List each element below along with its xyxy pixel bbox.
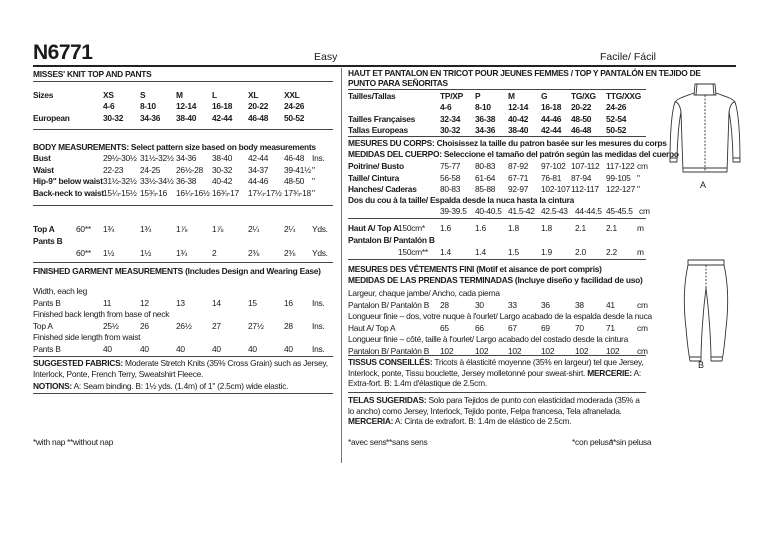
- en-fin-unit: Ins.: [312, 320, 325, 331]
- fr-fin-cell: 102: [575, 345, 589, 356]
- en-fin-unit: Ins.: [312, 297, 325, 308]
- en-size-number: 8-10: [140, 101, 156, 111]
- fr-title-line1: HAUT ET PANTALON EN TRICOT POUR JEUNES FEMMES / TOP Y PANTALÓN EN TEJIDO DE: [348, 68, 701, 78]
- en-body-rule: [33, 205, 333, 206]
- en-body-title: BODY MEASUREMENTS: Select pattern size based on body measurements: [33, 142, 316, 152]
- en-fin-label: Width, each leg: [33, 286, 87, 296]
- en-size-letter: L: [212, 90, 217, 100]
- fr-finished-title2: MEDIDAS DE LAS PRENDAS TERMINADAS (Incluye diseño y facilidad de uso): [348, 275, 643, 285]
- fr-body-cell: 117-122: [606, 161, 635, 171]
- fr-size-number: 20-22: [571, 102, 592, 112]
- en-body-cell: 44-46: [248, 176, 269, 186]
- fr-sizes-rule: [348, 136, 646, 137]
- en-fin-cell: 40: [248, 343, 257, 354]
- fr-fin-cell: 36: [541, 299, 550, 310]
- fr-body-cell: 80-83: [440, 184, 461, 194]
- es-fabrics-text: Solo para Tejidos de punto con elasticidad moderada (35% a lo ancho) como Jersey, Interlock, Tejido ponte, Felpa francesa, Tela afranelada.: [348, 395, 640, 416]
- fr-mercerie-text: A: Extra-fort. B: 1.4m d'élastique de 2.5cm.: [348, 367, 642, 388]
- en-finished-title: FINISHED GARMENT MEASUREMENTS (Includes Design and Wearing Ease): [33, 266, 321, 276]
- fr-body-cell: 67-71: [508, 172, 529, 183]
- fr-body-cell: 92-97: [508, 184, 529, 194]
- en-notions: [33, 381, 333, 392]
- fr-body-title1: MESURES DU CORPS: Choisissez la taille du patron basée sur les mesures du corps: [348, 138, 667, 148]
- en-yard-cell: 1½: [140, 248, 152, 258]
- fr-back-cell: 45-45.5: [606, 206, 633, 216]
- es-footnote-con-pelusa: *con pelusa: [572, 437, 614, 447]
- en-title: MISSES' KNIT TOP AND PANTS: [33, 69, 152, 79]
- fr-finished-title1: MESURES DES VÊTEMENTS FINI (Motif et aisance de port compris): [348, 264, 602, 274]
- fr-yard-label: Pantalon B/ Pantalón B: [348, 235, 435, 245]
- en-fin-cell: 40: [212, 343, 221, 354]
- es-footnote-sin-pelusa: **sin pelusa: [610, 437, 652, 447]
- fr-back-label: Dos du cou à la taille/ Espalda desde la nuca hasta la cintura: [348, 195, 575, 205]
- es-fabrics-label: TELAS SUGERIDAS:: [348, 395, 427, 405]
- fr-fin-label: Haut A/ Top A: [348, 322, 396, 333]
- fr-fin-unit: cm: [637, 299, 648, 310]
- en-fin-cell: 27½: [248, 320, 264, 331]
- en-fin-cell: 26½: [176, 320, 192, 331]
- en-yard-cell: 2: [212, 248, 217, 258]
- fr-size-letter: P: [475, 91, 481, 101]
- fr-body-cell: 102-107: [541, 184, 570, 194]
- level-fr-es: Facile/ Fácil: [600, 51, 657, 63]
- en-fin-unit: Ins.: [312, 343, 325, 354]
- en-yard-unit: Yds.: [312, 224, 328, 234]
- en-body-cell: 31½-32½: [103, 176, 137, 186]
- fr-yard-cell: 2.1: [606, 223, 617, 233]
- en-yard-cell: 1¾: [140, 224, 152, 234]
- en-notions-text: A: Seam binding. B: 1½ yds. (1.4m) of 1" (2.5cm) wide elastic.: [73, 381, 289, 391]
- fr-body-label: Hanches/ Caderas: [348, 184, 417, 194]
- en-european-size: 50-52: [284, 113, 305, 123]
- fr-fabrics-label: TISSUS CONSEILLÉS:: [348, 357, 433, 367]
- fr-yard-cell: 1.8: [541, 223, 552, 233]
- en-size-number: 12-14: [176, 101, 197, 111]
- fr-back-cell: 41.5-42: [508, 206, 535, 216]
- fr-size-number: 24-26: [606, 102, 627, 112]
- fr-fabrics: [348, 357, 644, 389]
- fr-fin-cell: 71: [606, 322, 615, 333]
- fr-size-number: 12-14: [508, 102, 529, 112]
- fr-fin-label: Pantalon B/ Pantalón B: [348, 299, 430, 310]
- en-size-letter: M: [176, 90, 183, 100]
- en-size-letter: S: [140, 90, 146, 100]
- en-fin-cell: 40: [103, 343, 112, 354]
- fr-back-cell: 44-44.5: [575, 206, 602, 216]
- fr-fin-cell: 67: [508, 322, 517, 333]
- en-body-cell: 16¾-17: [212, 187, 239, 198]
- fr-body-cell: 97-102: [541, 161, 566, 171]
- fr-fin-cell: 69: [541, 322, 550, 333]
- illustration-label-b: B: [698, 360, 705, 370]
- fr-fin-cell: 30: [475, 299, 484, 310]
- fr-fin-unit: cm: [637, 345, 648, 356]
- fr-body-cell: 75-77: [440, 161, 461, 171]
- fr-yard-cell: 1.8: [508, 223, 519, 233]
- fr-european-size: 38-40: [508, 125, 529, 135]
- en-european-size: 34-36: [140, 113, 161, 123]
- en-title-rule: [33, 81, 333, 82]
- en-fin-cell: 40: [284, 343, 293, 354]
- fr-footnote-sans-sens: **sans sens: [386, 437, 428, 447]
- fr-yard-width: 150cm*: [398, 223, 425, 233]
- fr-yard-cell: 1.6: [475, 223, 486, 233]
- en-european-label: European: [33, 113, 70, 123]
- en-body-cell: 39-41½: [284, 164, 311, 175]
- en-yard-unit: Yds.: [312, 248, 328, 258]
- fr-back-cell: 42.5-43: [541, 206, 568, 216]
- fr-size-letter: TTG/XXG: [606, 91, 642, 101]
- en-body-unit: ": [312, 187, 315, 198]
- en-yard-width: 60**: [76, 224, 91, 234]
- fr-fin-cell: 102: [606, 345, 620, 356]
- fr-body-unit: cm: [637, 161, 648, 171]
- fr-european-size: 42-44: [541, 125, 562, 135]
- fr-body-unit: ": [637, 172, 640, 183]
- en-size-number: 4-6: [103, 101, 115, 111]
- en-body-cell: 48-50: [284, 176, 305, 186]
- en-body-cell: 16¼-16½: [176, 187, 210, 198]
- en-yard-label: Top A: [33, 224, 55, 234]
- en-body-label: Back-neck to waist: [33, 187, 104, 198]
- pants-b-illustration: [676, 258, 736, 364]
- fr-fin-cell: 28: [440, 299, 449, 310]
- fr-fin-label: Longueur finie – côté, taille à l'ourlet/ Largo acabado del costado desde la cintura: [348, 334, 628, 344]
- fr-body-label: Poitrine/ Busto: [348, 161, 404, 171]
- top-a-illustration: [662, 80, 748, 180]
- en-body-unit: Ins.: [312, 153, 325, 163]
- fr-body-cell: 76-81: [541, 172, 562, 183]
- en-size-letter: XL: [248, 90, 259, 100]
- en-body-cell: 40-42: [212, 176, 233, 186]
- en-fin-label: Top A: [33, 320, 53, 331]
- en-fin-cell: 14: [212, 297, 221, 308]
- fr-yard-cell: 2.0: [575, 247, 586, 257]
- fr-body-cell: 80-83: [475, 161, 496, 171]
- fr-body-cell: 99-105: [606, 172, 631, 183]
- fr-back-cell: 40-40.5: [475, 206, 502, 216]
- en-fin-cell: 40: [176, 343, 185, 354]
- fr-body-cell: 87-92: [508, 161, 529, 171]
- en-sizes-label: Sizes: [33, 90, 54, 100]
- fr-yard-label: Haut A/ Top A: [348, 223, 399, 233]
- fr-french-size: 48-50: [571, 114, 592, 124]
- fr-yard-cell: 1.5: [508, 247, 519, 257]
- fr-body-cell: 61-64: [475, 172, 496, 183]
- fr-fin-cell: 102: [541, 345, 555, 356]
- en-body-cell: 22-23: [103, 164, 124, 175]
- fr-finished-rule: [348, 355, 646, 356]
- en-body-cell: 33½-34½: [140, 176, 174, 186]
- en-yard-cell: 1⅞: [176, 224, 188, 234]
- en-fin-cell: 11: [103, 297, 112, 308]
- fr-fin-cell: 102: [508, 345, 522, 356]
- en-fin-cell: 26: [140, 320, 149, 331]
- en-body-unit: ": [312, 164, 315, 175]
- illustration-label-a: A: [700, 180, 707, 190]
- fr-yard-cell: 1.4: [475, 247, 486, 257]
- es-fabrics: [348, 395, 644, 427]
- fr-yard-cell: 1.6: [440, 223, 451, 233]
- en-yard-rule: [33, 262, 333, 263]
- fr-title-rule: [348, 89, 646, 90]
- fr-size-number: 8-10: [475, 102, 491, 112]
- en-size-letter: XS: [103, 90, 114, 100]
- fr-fin-cell: 102: [440, 345, 454, 356]
- en-yard-width: 60**: [76, 248, 91, 258]
- en-size-letter: XXL: [284, 90, 300, 100]
- header-rule: [33, 65, 736, 67]
- fr-fin-label: Pantalon B/ Pantalón B: [348, 345, 430, 356]
- en-yard-cell: 1⅞: [212, 224, 224, 234]
- fr-title-line2: PUNTO PARA SEÑORITAS: [348, 78, 448, 88]
- fr-mercerie-label: MERCERIE:: [587, 367, 632, 378]
- en-fin-label: Pants B: [33, 297, 61, 308]
- en-fin-cell: 16: [284, 297, 293, 308]
- en-body-cell: 26½-28: [176, 164, 203, 175]
- level-en: Easy: [314, 51, 338, 63]
- en-size-number: 20-22: [248, 101, 269, 111]
- fr-fabrics-text: Tricots à élasticité moyenne (35% en largeur) tel que Jersey, Interlock, ponte, Tissu bouclette, Jersey molletonné pour sweat-shirt.: [348, 357, 644, 378]
- fr-fin-label: Largeur, chaque jambe/ Ancho, cada pierna: [348, 288, 500, 298]
- fr-yard-unit: m: [637, 223, 644, 233]
- fr-french-size: 36-38: [475, 114, 496, 124]
- en-fin-label: Finished side length from waist: [33, 332, 141, 342]
- en-yard-cell: 2¼: [248, 224, 260, 234]
- fr-fin-cell: 65: [440, 322, 449, 333]
- fr-yard-unit: m: [637, 247, 644, 257]
- en-fin-cell: 25½: [103, 320, 119, 331]
- fr-fin-label: Longueur finie – dos, votre nuque à l'ourlet/ Largo acabado de la espalda desde la nuca: [348, 311, 652, 321]
- en-body-cell: 46-48: [284, 153, 305, 163]
- fr-french-size: 52-54: [606, 114, 627, 124]
- fr-european-size: 46-48: [571, 125, 592, 135]
- en-european-size: 42-44: [212, 113, 233, 123]
- en-body-cell: 17¼-17½: [248, 187, 282, 198]
- en-body-cell: 17¾-18: [284, 187, 311, 198]
- en-fin-cell: 27: [212, 320, 221, 331]
- fr-european-size: 34-36: [475, 125, 496, 135]
- en-fabrics-text: Moderate Stretch Knits (35% Cross Grain) such as Jersey, Interlock, Ponte, French Terry, Sweatshirt Fleece.: [33, 358, 328, 379]
- en-body-unit: ": [312, 176, 315, 186]
- fr-size-letter: M: [508, 91, 515, 101]
- fr-yard-cell: 1.9: [541, 247, 552, 257]
- fr-size-letter: TP/XP: [440, 91, 463, 101]
- fr-back-unit: cm: [639, 206, 650, 216]
- en-fin-cell: 40: [140, 343, 149, 354]
- fr-back-cell: 39-39.5: [440, 206, 467, 216]
- en-body-cell: 15¼-15½: [103, 187, 137, 198]
- en-european-size: 46-48: [248, 113, 269, 123]
- en-sizes-rule: [33, 129, 333, 130]
- fr-body-rule: [348, 218, 646, 219]
- en-body-cell: 31½-32½: [140, 153, 174, 163]
- fr-body-cell: 107-112: [571, 161, 600, 171]
- en-size-number: 24-26: [284, 101, 305, 111]
- en-yard-cell: 2⅜: [284, 248, 296, 258]
- en-yard-cell: 1¾: [103, 224, 115, 234]
- en-size-number: 16-18: [212, 101, 233, 111]
- en-notions-rule: [33, 393, 333, 394]
- en-yard-cell: 1½: [103, 248, 115, 258]
- fr-fin-cell: 102: [475, 345, 489, 356]
- fr-fin-cell: 70: [575, 322, 584, 333]
- fr-yard-width: 150cm**: [398, 247, 428, 257]
- fr-european-sizes-label: Tallas Europeas: [348, 125, 408, 135]
- fr-fin-cell: 41: [606, 299, 615, 310]
- en-body-cell: 29½-30½: [103, 153, 137, 163]
- fr-size-letter: TG/XG: [571, 91, 596, 101]
- en-finished-rule: [33, 356, 333, 357]
- fr-yard-cell: 1.4: [440, 247, 451, 257]
- en-body-cell: 42-44: [248, 153, 269, 163]
- en-body-cell: 30-32: [212, 164, 233, 175]
- fr-size-letter: G: [541, 91, 548, 101]
- en-body-cell: 34-37: [248, 164, 269, 175]
- en-body-label: Hip-9" below waist: [33, 176, 103, 186]
- fr-yard-cell: 2.2: [606, 247, 617, 257]
- fr-sizes-label: Tailles/Tallas: [348, 91, 396, 101]
- en-body-cell: 36-38: [176, 176, 197, 186]
- fr-french-size: 32-34: [440, 114, 461, 124]
- fr-fabrics-rule: [348, 392, 646, 393]
- fr-body-cell: 87-94: [571, 172, 592, 183]
- en-fin-label: Pants B: [33, 343, 61, 354]
- fr-footnote-avec-sens: *avec sens: [348, 437, 387, 447]
- fr-fin-cell: 38: [575, 299, 584, 310]
- fr-yard-cell: 2.1: [575, 223, 586, 233]
- es-merceria-text: A: Cinta de extrafort. B: 1.4m de elástico de 2.5cm.: [394, 416, 572, 426]
- en-fin-cell: 15: [248, 297, 257, 308]
- fr-body-cell: 85-88: [475, 184, 496, 194]
- en-european-size: 38-40: [176, 113, 197, 123]
- fr-french-sizes-label: Tailles Françaises: [348, 114, 416, 124]
- fr-french-size: 40-42: [508, 114, 529, 124]
- en-fabrics-label: SUGGESTED FABRICS:: [33, 358, 123, 368]
- fr-body-label: Taille/ Cintura: [348, 172, 400, 183]
- en-body-cell: 24-25: [140, 164, 161, 175]
- fr-size-number: 4-6: [440, 102, 452, 112]
- en-footnote-without-nap: **without nap: [67, 437, 114, 447]
- en-yard-cell: 1¾: [176, 248, 188, 258]
- fr-fin-cell: 66: [475, 322, 484, 333]
- fr-fin-unit: cm: [637, 322, 648, 333]
- pattern-number: N6771: [33, 41, 93, 64]
- fr-european-size: 50-52: [606, 125, 627, 135]
- en-yard-cell: 2⅜: [248, 248, 260, 258]
- fr-european-size: 30-32: [440, 125, 461, 135]
- fr-fin-cell: 33: [508, 299, 517, 310]
- fr-body-cell: 112-117: [571, 184, 599, 194]
- fr-body-unit: ": [637, 184, 640, 194]
- en-body-label: Bust: [33, 153, 51, 163]
- en-fin-label: Finished back length from base of neck: [33, 309, 170, 319]
- fr-body-title2: MEDIDAS DEL CUERPO: Seleccione el tamaño del patrón según las medidas del cuerpo: [348, 149, 679, 159]
- en-fin-cell: 12: [140, 297, 149, 308]
- en-yard-label: Pants B: [33, 236, 63, 246]
- fr-size-number: 16-18: [541, 102, 562, 112]
- column-divider: [341, 68, 342, 463]
- en-footnote-with-nap: *with nap: [33, 437, 66, 447]
- en-european-size: 30-32: [103, 113, 124, 123]
- fr-french-size: 44-46: [541, 114, 562, 124]
- fr-yard-rule: [348, 259, 646, 260]
- en-notions-label: NOTIONS:: [33, 381, 72, 391]
- en-body-cell: 34-36: [176, 153, 197, 163]
- en-body-cell: 15¾-16: [140, 187, 167, 198]
- es-merceria-label: MERCERIA:: [348, 416, 394, 426]
- en-yard-cell: 2¼: [284, 224, 296, 234]
- en-fin-cell: 28: [284, 320, 293, 331]
- en-body-label: Waist: [33, 164, 54, 175]
- en-body-cell: 38-40: [212, 153, 233, 163]
- en-fabrics: [33, 358, 333, 379]
- fr-body-cell: 122-127: [606, 184, 635, 194]
- fr-body-cell: 56-58: [440, 172, 461, 183]
- en-fin-cell: 13: [176, 297, 185, 308]
